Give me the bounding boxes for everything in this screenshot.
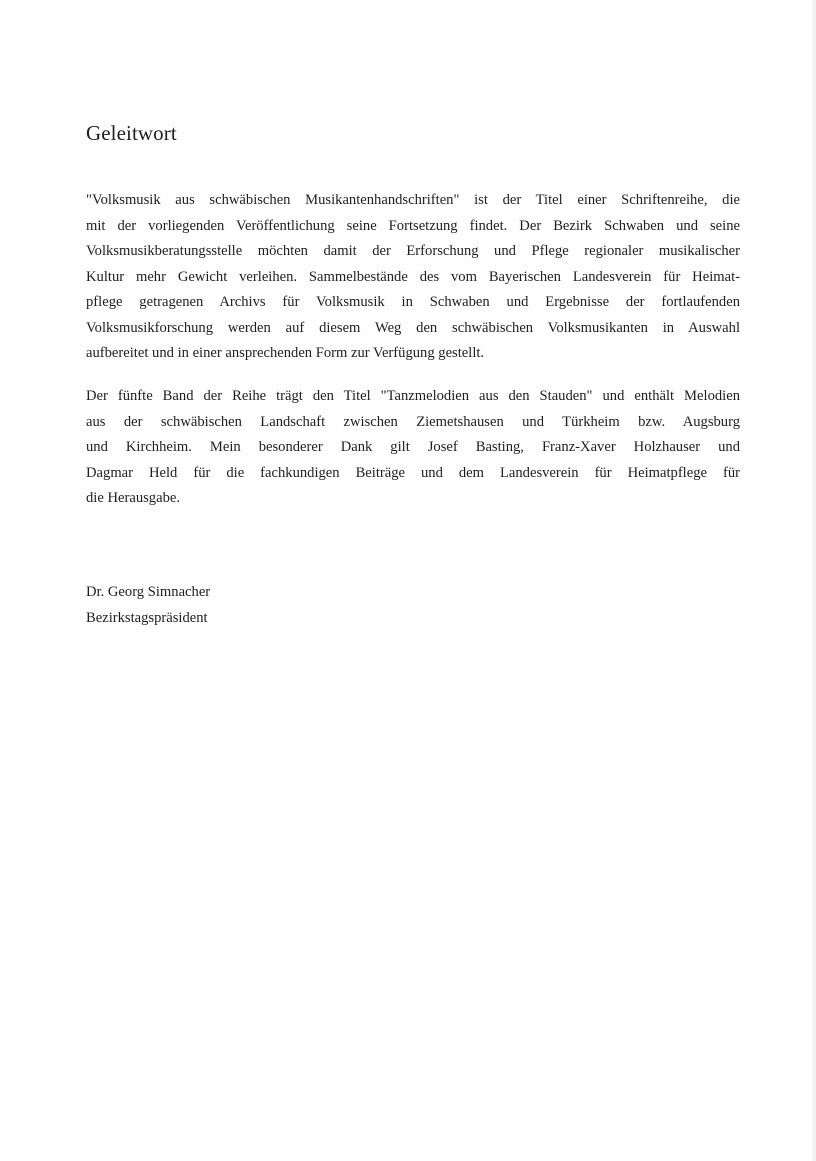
signature-name: Dr. Georg Simnacher <box>86 584 211 600</box>
paragraph-intro <box>86 188 740 367</box>
page-edge <box>812 0 816 1161</box>
paragraph-line: Volksmusikforschung werden auf diesem Weg den schwäbischen Volksmusikanten in Auswahl <box>86 319 740 336</box>
paragraph-line: Kultur mehr Gewicht verleihen. Sammelbestände des vom Bayerischen Landesverein für Heimat- <box>86 268 740 285</box>
paragraph-line: und Kirchheim. Mein besonderer Dank gilt Josef Basting, Franz-Xaver Holzhauser und <box>86 439 740 455</box>
paragraph-thanks <box>86 384 740 512</box>
page-title: Geleitwort <box>86 121 177 145</box>
paragraph-line: Volksmusikberatungsstelle möchten damit der Erforschung und Pflege regionaler musikalischer <box>86 243 740 259</box>
paragraph-line: aus der schwäbischen Landschaft zwischen Ziemetshausen und Türkheim bzw. Augsburg <box>86 413 740 430</box>
paragraph-line: "Volksmusik aus schwäbischen Musikantenhandschriften" ist der Titel einer Schriftenreihe, die <box>86 192 740 208</box>
paragraph-line: pflege getragenen Archivs für Volksmusik in Schwaben und Ergebnisse der fortlaufenden <box>86 294 740 310</box>
paragraph-line: Dagmar Held für die fachkundigen Beiträge und dem Landesverein für Heimatpflege für <box>86 464 740 481</box>
paragraph-line: aufbereitet und in einer ansprechenden Form zur Verfügung gestellt. <box>86 345 485 361</box>
signature-block <box>86 580 210 631</box>
paragraph-line: Der fünfte Band der Reihe trägt den Titel "Tanzmelodien aus den Stauden" und enthält Melodien <box>86 388 740 404</box>
signature-title: Bezirkstagspräsident <box>86 609 208 626</box>
paragraph-line: mit der vorliegenden Veröffentlichung seine Fortsetzung findet. Der Bezirk Schwaben und seine <box>86 217 740 234</box>
paragraph-line: die Herausgabe. <box>86 490 181 506</box>
